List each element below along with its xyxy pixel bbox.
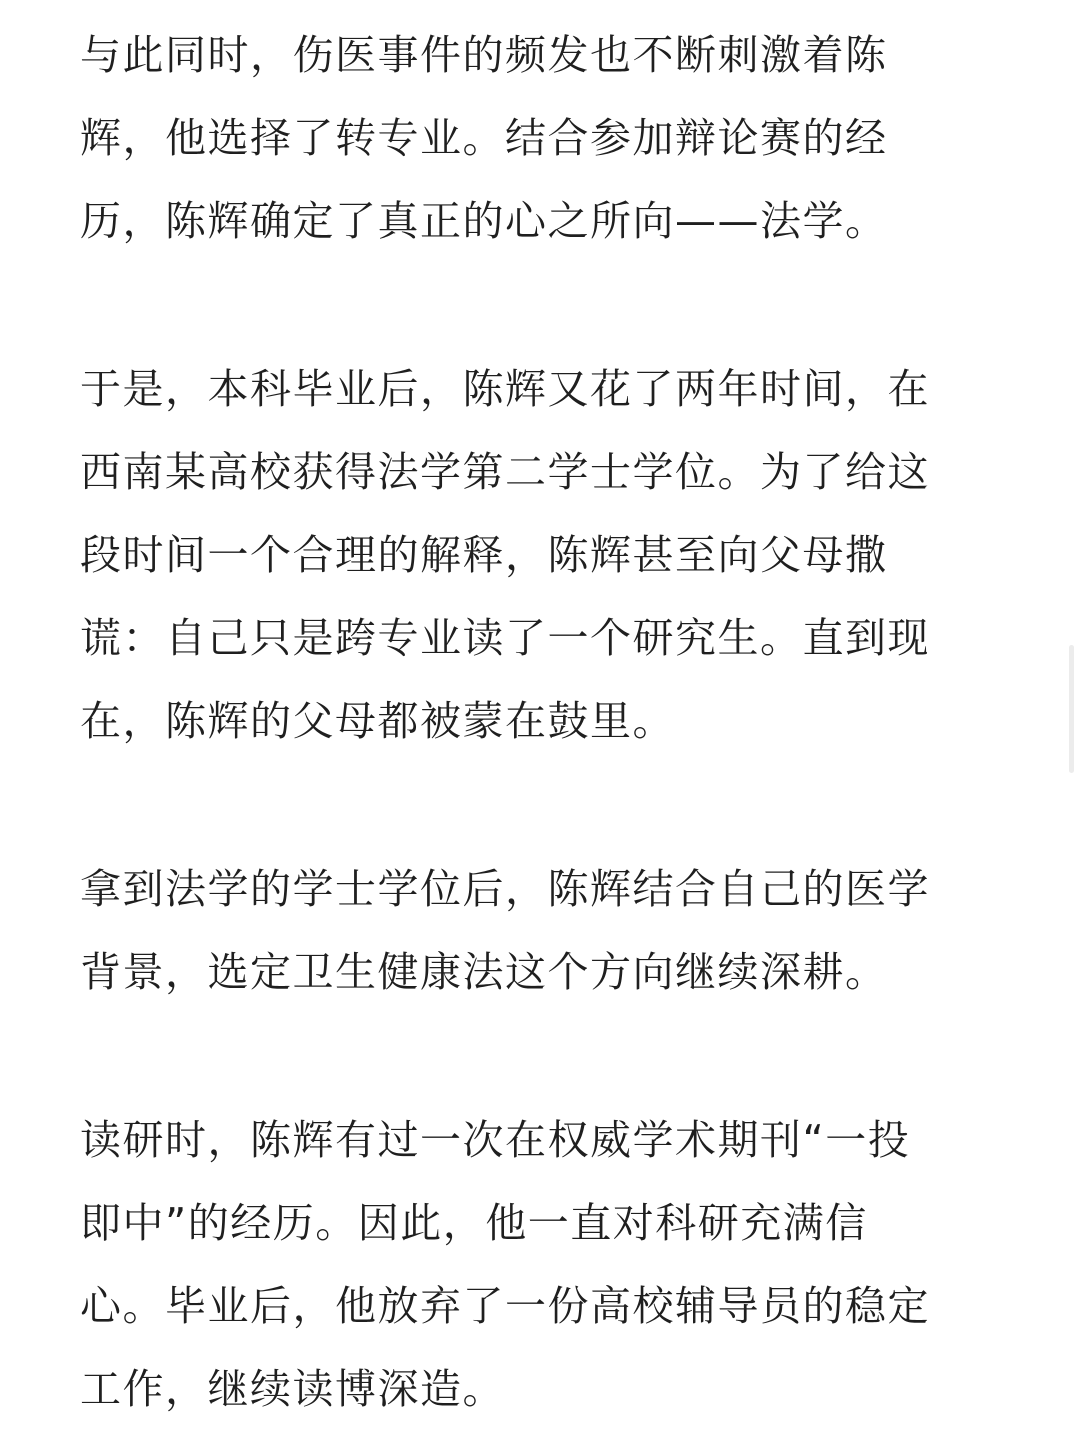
text-line: 于是，本科毕业后，陈辉又花了两年时间，在 [80,365,930,413]
text-line: 与此同时，伤医事件的频发也不断刺激着陈 [80,31,888,79]
article-body [80,14,1005,1431]
paragraph-2 [80,348,1005,763]
scrollbar-thumb[interactable] [1069,645,1074,773]
text-line: 工作，继续读博深造。 [80,1365,505,1413]
text-line: 谎：自己只是跨专业读了一个研究生。直到现 [80,614,930,662]
text-line: 拿到法学的学士学位后，陈辉结合自己的医学 [80,865,930,913]
text-line: 在，陈辉的父母都被蒙在鼓里。 [80,697,675,745]
text-line: 段时间一个合理的解释，陈辉甚至向父母撒 [80,531,888,579]
text-line: 辉，他选择了转专业。结合参加辩论赛的经 [80,114,888,162]
text-line: 读研时，陈辉有过一次在权威学术期刊“一投 [80,1116,911,1164]
paragraph-4 [80,1099,1005,1431]
text-line: 心。毕业后，他放弃了一份高校辅导员的稳定 [80,1282,930,1330]
text-line: 即中”的经历。因此，他一直对科研充满信 [80,1199,868,1247]
text-line: 历，陈辉确定了真正的心之所向——法学。 [80,197,888,245]
text-line: 背景，选定卫生健康法这个方向继续深耕。 [80,948,888,996]
text-line: 西南某高校获得法学第二学士学位。为了给这 [80,448,930,496]
paragraph-1 [80,14,1005,263]
paragraph-3 [80,848,1005,1014]
